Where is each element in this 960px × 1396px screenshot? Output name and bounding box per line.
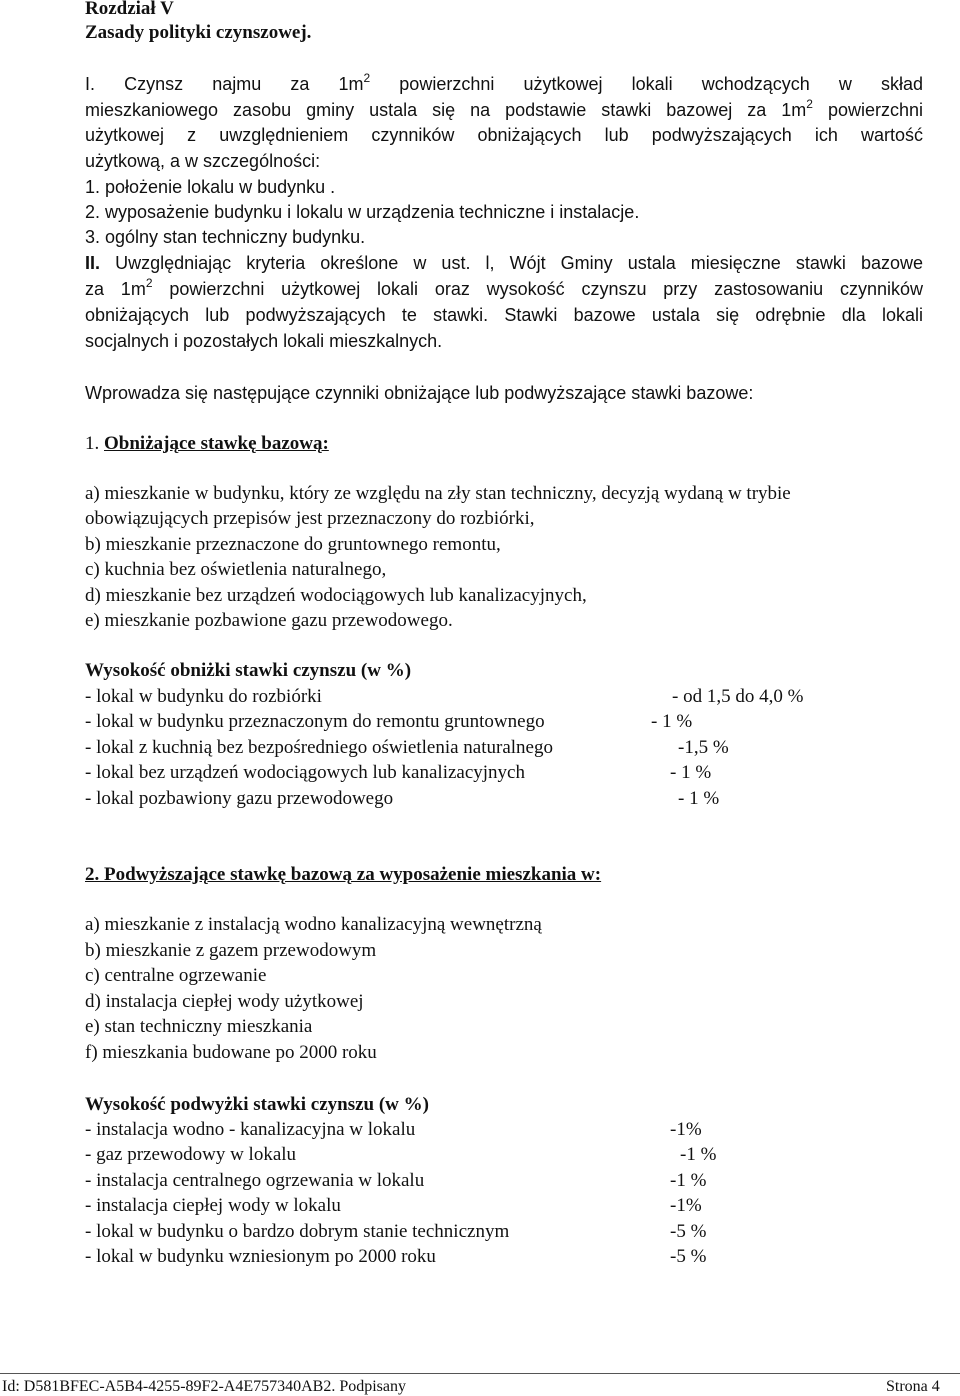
table-row-value: - od 1,5 do 4,0 % — [672, 686, 804, 707]
table-row-label: - lokal w budynku o bardzo dobrym stanie technicznym — [85, 1221, 510, 1242]
table-row-label: - lokal w budynku przeznaczonym do remontu gruntownego — [85, 711, 545, 732]
raising-title: 2. Podwyższające stawkę bazową za wyposażenie mieszkania w: — [85, 864, 602, 885]
table-row-value: -1% — [670, 1119, 702, 1140]
raising-table-title: Wysokość podwyżki stawki czynszu (w %) — [85, 1094, 429, 1115]
list-item: obowiązujących przepisów jest przeznaczony do rozbiórki, — [85, 508, 535, 529]
table-row-value: - 1 % — [678, 788, 720, 809]
list-item: d) mieszkanie bez urządzeń wodociągowych lub kanalizacyjnych, — [85, 585, 587, 606]
table-row-label: - lokal w budynku wzniesionym po 2000 roku — [85, 1246, 436, 1267]
footer-document-id: Id: D581BFEC-A5B4-4255-89F2-A4E757340AB2. Podpisany — [2, 1378, 407, 1395]
table-row-value: -5 % — [670, 1246, 707, 1267]
table-row-label: - lokal z kuchnią bez bezpośredniego oświetlenia naturalnego — [85, 737, 553, 758]
chapter-title: Zasady polityki czynszowej. — [85, 22, 312, 43]
section-two-line-4: socjalnych i pozostałych lokali mieszkalnych. — [85, 331, 443, 351]
list-item: c) centralne ogrzewanie — [85, 965, 267, 986]
table-row-value: -1 % — [670, 1170, 707, 1191]
list-item: e) stan techniczny mieszkania — [85, 1016, 313, 1037]
table-row-label: - lokal w budynku do rozbiórki — [85, 686, 322, 707]
table-row-label: - instalacja ciepłej wody w lokalu — [85, 1195, 341, 1216]
lowering-table-title: Wysokość obniżki stawki czynszu (w %) — [85, 660, 412, 681]
list-item: 1. położenie lokalu w budynku . — [85, 177, 336, 197]
list-item: 3. ogólny stan techniczny budynku. — [85, 227, 366, 247]
table-row-value: -1 % — [680, 1144, 717, 1165]
list-item: b) mieszkanie z gazem przewodowym — [85, 940, 377, 961]
section-two-line-1: II. Uwzględniając kryteria określone w ust. l, Wójt Gminy ustala miesięczne stawki bazowe — [85, 253, 923, 273]
chapter-heading: Rozdział V — [85, 0, 174, 19]
list-item: a) mieszkanie w budynku, który ze względu na zły stan techniczny, decyzją wydaną w trybie — [85, 483, 791, 504]
section-two-line-2: za $1m^2$ powierzchni użytkowej lokali oraz wysokość czynszu przy zastosowaniu czynników — [85, 276, 923, 299]
table-row-label: - lokal pozbawiony gazu przewodowego — [85, 788, 394, 809]
table-row-value: -1% — [670, 1195, 702, 1216]
section-one-number: I. — [85, 74, 96, 94]
list-item: e) mieszkanie pozbawione gazu przewodowego. — [85, 610, 453, 631]
table-row-label: - instalacja centralnego ogrzewania w lokalu — [85, 1170, 425, 1191]
footer-divider — [0, 1373, 960, 1374]
lowering-title: Obniżające stawkę bazową: — [104, 433, 329, 454]
list-item: d) instalacja ciepłej wody użytkowej — [85, 991, 364, 1012]
factors-intro: Wprowadza się następujące czynniki obniżające lub podwyższające stawki bazowe: — [85, 383, 754, 403]
table-row-label: - lokal bez urządzeń wodociągowych lub kanalizacyjnych — [85, 762, 525, 783]
list-item: a) mieszkanie z instalacją wodno kanalizacyjną wewnętrzną — [85, 914, 542, 935]
section-two-line-3: obniżających lub podwyższających te stawki. Stawki bazowe ustala się odrębnie dla lokali — [85, 305, 923, 325]
table-row-value: - 1 % — [651, 711, 693, 732]
table-row-label: - gaz przewodowy w lokalu — [85, 1144, 297, 1165]
list-item: c) kuchnia bez oświetlenia naturalnego, — [85, 559, 387, 580]
table-row-value: -5 % — [670, 1221, 707, 1242]
table-row-label: - instalacja wodno - kanalizacyjna w lokalu — [85, 1119, 416, 1140]
lowering-heading: 1. Obniżające stawkę bazową: — [85, 433, 329, 454]
list-item: f) mieszkania budowane po 2000 roku — [85, 1042, 377, 1063]
section-one-line-1: I. Czynsz najmu za $1m^2$ powierzchni użytkowej lokali wchodzących w skład — [85, 71, 923, 94]
section-two-number: II. — [85, 253, 101, 273]
section-one-line-4: użytkową, a w szczególności: — [85, 151, 321, 171]
list-item: b) mieszkanie przeznaczone do gruntownego remontu, — [85, 534, 501, 555]
table-row-value: -1,5 % — [678, 737, 729, 758]
table-row-value: - 1 % — [670, 762, 712, 783]
list-item: 2. wyposażenie budynku i lokalu w urządzenia techniczne i instalacje. — [85, 202, 640, 222]
footer-page-number: Strona 4 — [886, 1378, 940, 1395]
section-one-line-2: mieszkaniowego zasobu gminy ustala się na podstawie stawki bazowej za $1m^2$ powierzchni — [85, 97, 923, 120]
section-one-line-3: użytkowej z uwzględnieniem czynników obniżających lub podwyższających ich wartość — [85, 125, 923, 145]
